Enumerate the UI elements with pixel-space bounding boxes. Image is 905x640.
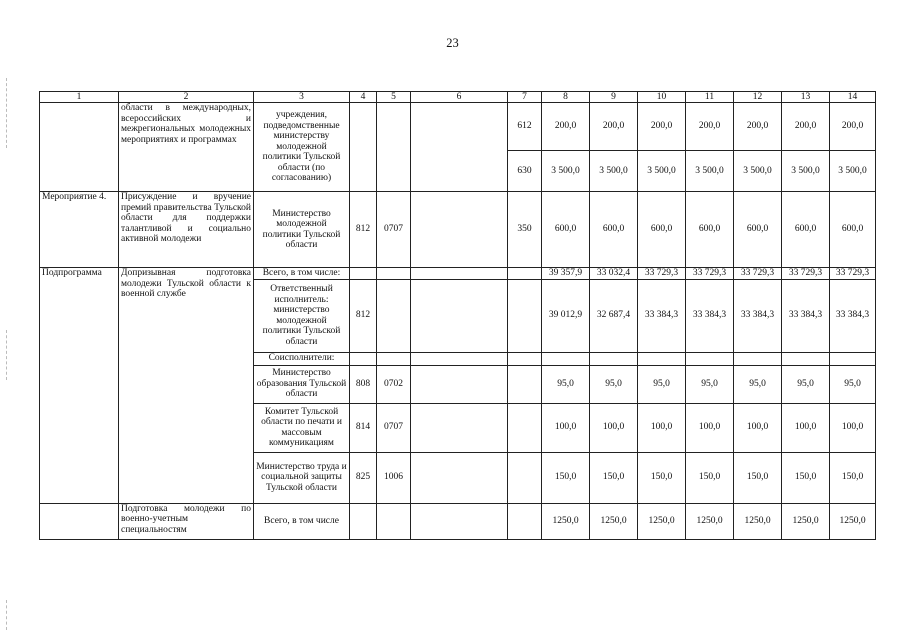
value-cell: 1250,0 xyxy=(686,503,734,539)
value-cell: 39 357,9 xyxy=(542,268,590,280)
table-cell xyxy=(830,352,876,365)
value-cell: 600,0 xyxy=(734,192,782,268)
col-header: 14 xyxy=(830,92,876,103)
margin-mark xyxy=(6,78,8,148)
table-cell xyxy=(686,352,734,365)
col-header: 3 xyxy=(254,92,350,103)
value-cell: 100,0 xyxy=(590,403,638,452)
value-cell: 95,0 xyxy=(590,365,638,403)
table-row xyxy=(40,503,876,539)
activity-description: Присуждение и вручение премий правительства Тульской области для поддержки талантливой и социально активной молодежи xyxy=(119,192,254,268)
table-cell xyxy=(508,352,542,365)
code-cell: 814 xyxy=(350,403,377,452)
value-cell: 150,0 xyxy=(542,452,590,503)
table-cell xyxy=(508,403,542,452)
page-number: 23 xyxy=(446,36,459,50)
value-cell: 1250,0 xyxy=(590,503,638,539)
table-cell xyxy=(590,352,638,365)
col-header: 13 xyxy=(782,92,830,103)
value-cell: 200,0 xyxy=(542,103,590,151)
value-cell: 150,0 xyxy=(830,452,876,503)
table-cell xyxy=(411,352,508,365)
table-cell xyxy=(508,268,542,280)
value-cell: 200,0 xyxy=(782,103,830,151)
table-cell xyxy=(542,352,590,365)
value-cell: 1250,0 xyxy=(830,503,876,539)
value-cell: 150,0 xyxy=(686,452,734,503)
col-header: 6 xyxy=(411,92,508,103)
table-row xyxy=(40,268,876,280)
value-cell: 33 729,3 xyxy=(638,268,686,280)
table-cell xyxy=(411,503,508,539)
col-header: 11 xyxy=(686,92,734,103)
executor-cell: Соисполнители: xyxy=(254,352,350,365)
value-cell: 200,0 xyxy=(830,103,876,151)
value-cell: 1250,0 xyxy=(734,503,782,539)
table-cell xyxy=(411,452,508,503)
value-cell: 39 012,9 xyxy=(542,279,590,352)
value-cell: 33 384,3 xyxy=(830,279,876,352)
value-cell: 100,0 xyxy=(686,403,734,452)
code-cell: 350 xyxy=(508,192,542,268)
col-header: 12 xyxy=(734,92,782,103)
value-cell: 95,0 xyxy=(638,365,686,403)
table-cell xyxy=(377,268,411,280)
table-cell xyxy=(411,103,508,192)
code-cell: 612 xyxy=(508,103,542,151)
value-cell: 33 729,3 xyxy=(686,268,734,280)
activity-description: Допризывная подготовка молодежи Тульской области к военной службе xyxy=(119,268,254,504)
col-header: 1 xyxy=(40,92,119,103)
table-row xyxy=(40,103,876,151)
value-cell: 3 500,0 xyxy=(542,151,590,192)
table-cell xyxy=(782,352,830,365)
value-cell: 33 384,3 xyxy=(638,279,686,352)
code-cell: 630 xyxy=(508,151,542,192)
table-cell xyxy=(411,268,508,280)
code-cell: 812 xyxy=(350,192,377,268)
value-cell: 200,0 xyxy=(590,103,638,151)
table-cell xyxy=(40,103,119,192)
executor-cell: Всего, в том числе xyxy=(254,503,350,539)
executor-cell: Министерство труда и социальной защиты Тульской области xyxy=(254,452,350,503)
table-row xyxy=(40,192,876,268)
table-cell xyxy=(508,503,542,539)
value-cell: 600,0 xyxy=(782,192,830,268)
table-cell xyxy=(350,352,377,365)
executor-cell: Ответственный исполнитель: министерство молодежной политики Тульской области xyxy=(254,279,350,352)
table-cell xyxy=(350,103,377,192)
value-cell: 33 729,3 xyxy=(830,268,876,280)
value-cell: 33 729,3 xyxy=(734,268,782,280)
margin-mark xyxy=(6,600,8,630)
value-cell: 200,0 xyxy=(686,103,734,151)
value-cell: 200,0 xyxy=(734,103,782,151)
table-cell xyxy=(508,279,542,352)
col-header: 7 xyxy=(508,92,542,103)
code-cell: 1006 xyxy=(377,452,411,503)
code-cell: 808 xyxy=(350,365,377,403)
value-cell: 33 384,3 xyxy=(734,279,782,352)
table-cell xyxy=(377,352,411,365)
row-label: Мероприятие 4. xyxy=(40,192,119,268)
value-cell: 200,0 xyxy=(638,103,686,151)
executor-cell: Министерство молодежной политики Тульской области xyxy=(254,192,350,268)
col-header: 8 xyxy=(542,92,590,103)
value-cell: 3 500,0 xyxy=(782,151,830,192)
value-cell: 3 500,0 xyxy=(734,151,782,192)
activity-description: области в международных, всероссийских и межрегиональных молодежных мероприятиях и программах xyxy=(119,103,254,192)
value-cell: 1250,0 xyxy=(638,503,686,539)
value-cell: 100,0 xyxy=(782,403,830,452)
value-cell: 1250,0 xyxy=(782,503,830,539)
row-label: Подпрограмма xyxy=(40,268,119,504)
value-cell: 3 500,0 xyxy=(638,151,686,192)
executor-cell: учреждения, подведомственные министерству молодежной политики Тульской области (по согласованию) xyxy=(254,103,350,192)
table-cell xyxy=(411,403,508,452)
col-header: 4 xyxy=(350,92,377,103)
value-cell: 95,0 xyxy=(686,365,734,403)
table-cell xyxy=(411,279,508,352)
table-cell xyxy=(350,503,377,539)
col-header: 9 xyxy=(590,92,638,103)
code-cell: 825 xyxy=(350,452,377,503)
value-cell: 600,0 xyxy=(590,192,638,268)
executor-cell: Всего, в том числе: xyxy=(254,268,350,280)
header-row xyxy=(40,92,876,103)
value-cell: 33 384,3 xyxy=(782,279,830,352)
col-header: 5 xyxy=(377,92,411,103)
value-cell: 33 384,3 xyxy=(686,279,734,352)
value-cell: 100,0 xyxy=(542,403,590,452)
value-cell: 3 500,0 xyxy=(686,151,734,192)
value-cell: 95,0 xyxy=(830,365,876,403)
value-cell: 33 729,3 xyxy=(782,268,830,280)
table-cell xyxy=(508,452,542,503)
value-cell: 600,0 xyxy=(638,192,686,268)
budget-table xyxy=(39,91,876,540)
table-cell xyxy=(377,279,411,352)
code-cell: 0702 xyxy=(377,365,411,403)
value-cell: 100,0 xyxy=(638,403,686,452)
value-cell: 3 500,0 xyxy=(830,151,876,192)
table-cell xyxy=(508,365,542,403)
value-cell: 150,0 xyxy=(638,452,686,503)
value-cell: 600,0 xyxy=(830,192,876,268)
table-cell xyxy=(377,503,411,539)
activity-description: Подготовка молодежи по военно-учетным специальностям xyxy=(119,503,254,539)
value-cell: 150,0 xyxy=(590,452,638,503)
value-cell: 95,0 xyxy=(734,365,782,403)
col-header: 2 xyxy=(119,92,254,103)
executor-cell: Комитет Тульской области по печати и массовым коммуникациям xyxy=(254,403,350,452)
table-cell xyxy=(734,352,782,365)
value-cell: 600,0 xyxy=(542,192,590,268)
executor-cell: Министерство образования Тульской области xyxy=(254,365,350,403)
value-cell: 95,0 xyxy=(782,365,830,403)
value-cell: 100,0 xyxy=(830,403,876,452)
value-cell: 3 500,0 xyxy=(590,151,638,192)
code-cell: 0707 xyxy=(377,403,411,452)
code-cell: 0707 xyxy=(377,192,411,268)
value-cell: 600,0 xyxy=(686,192,734,268)
table-cell xyxy=(411,192,508,268)
col-header: 10 xyxy=(638,92,686,103)
value-cell: 33 032,4 xyxy=(590,268,638,280)
table-cell xyxy=(377,103,411,192)
margin-mark xyxy=(6,330,8,380)
value-cell: 95,0 xyxy=(542,365,590,403)
code-cell: 812 xyxy=(350,279,377,352)
table-cell xyxy=(411,365,508,403)
value-cell: 150,0 xyxy=(734,452,782,503)
table-cell xyxy=(40,503,119,539)
table-cell xyxy=(638,352,686,365)
value-cell: 150,0 xyxy=(782,452,830,503)
value-cell: 32 687,4 xyxy=(590,279,638,352)
table-cell xyxy=(350,268,377,280)
value-cell: 1250,0 xyxy=(542,503,590,539)
value-cell: 100,0 xyxy=(734,403,782,452)
